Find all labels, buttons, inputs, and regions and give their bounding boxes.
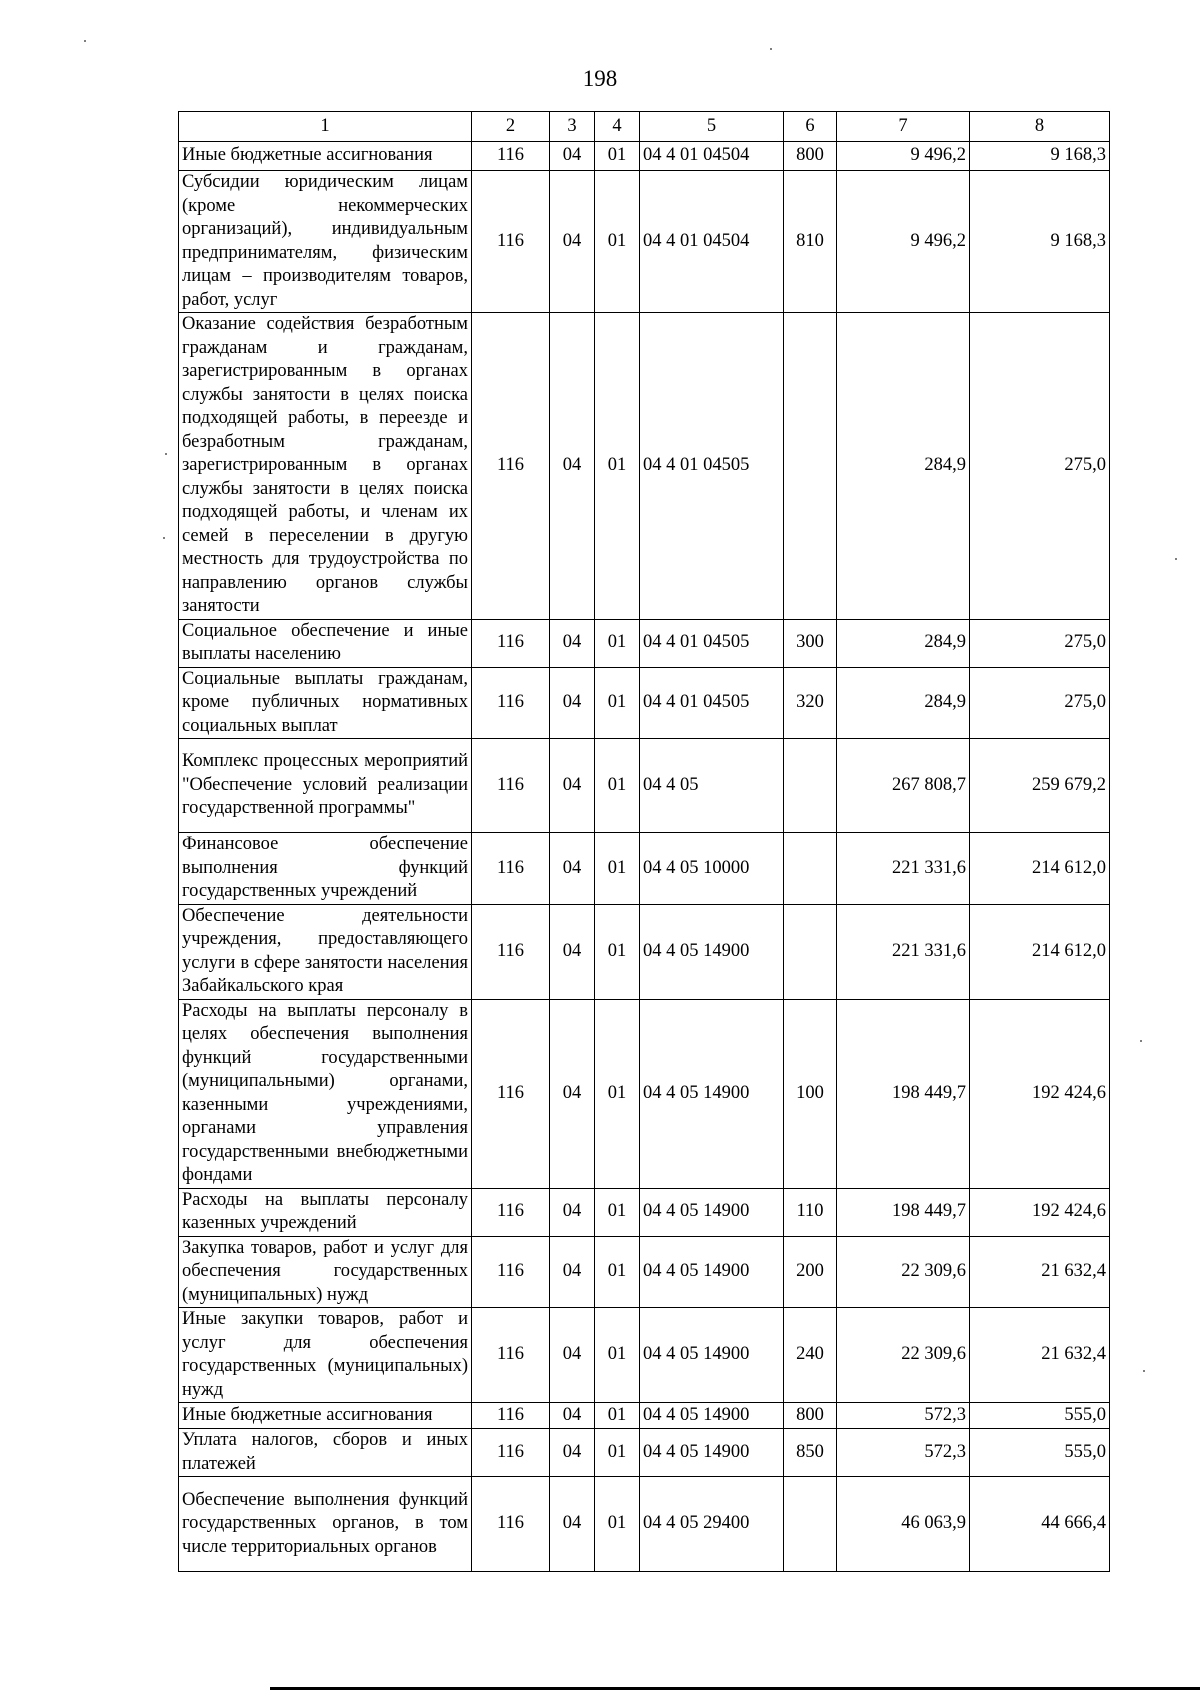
section-code: 04 bbox=[550, 1308, 595, 1403]
amount-year-1: 267 808,7 bbox=[837, 739, 970, 833]
table-row bbox=[179, 1308, 1110, 1403]
budget-table bbox=[178, 111, 1110, 1572]
table-row bbox=[179, 667, 1110, 739]
column-header: 7 bbox=[837, 112, 970, 142]
column-header: 6 bbox=[784, 112, 837, 142]
subsection-code: 01 bbox=[595, 313, 640, 620]
section-code: 04 bbox=[550, 1477, 595, 1572]
expense-type-code: 320 bbox=[784, 667, 837, 739]
table-row bbox=[179, 1477, 1110, 1572]
line-item-name: Комплекс процессных мероприятий "Обеспечение условий реализации государственной программы" bbox=[179, 739, 472, 833]
page-number: 198 bbox=[582, 66, 618, 91]
target-article-code: 04 4 05 29400 bbox=[640, 1477, 784, 1572]
table-row bbox=[179, 904, 1110, 999]
expense-type-code: 110 bbox=[784, 1188, 837, 1236]
subsection-code: 01 bbox=[595, 1308, 640, 1403]
column-header: 8 bbox=[970, 112, 1110, 142]
subsection-code: 01 bbox=[595, 904, 640, 999]
ministry-code: 116 bbox=[472, 667, 550, 739]
amount-year-2: 275,0 bbox=[970, 667, 1110, 739]
target-article-code: 04 4 05 14900 bbox=[640, 999, 784, 1188]
ministry-code: 116 bbox=[472, 619, 550, 667]
ministry-code: 116 bbox=[472, 1477, 550, 1572]
line-item-name: Иные бюджетные ассигнования bbox=[179, 1403, 472, 1429]
subsection-code: 01 bbox=[595, 739, 640, 833]
amount-year-1: 572,3 bbox=[837, 1403, 970, 1429]
amount-year-2: 21 632,4 bbox=[970, 1308, 1110, 1403]
subsection-code: 01 bbox=[595, 667, 640, 739]
section-code: 04 bbox=[550, 833, 595, 905]
subsection-code: 01 bbox=[595, 1477, 640, 1572]
subsection-code: 01 bbox=[595, 833, 640, 905]
subsection-code: 01 bbox=[595, 1236, 640, 1308]
amount-year-1: 572,3 bbox=[837, 1429, 970, 1477]
column-header: 2 bbox=[472, 112, 550, 142]
amount-year-1: 221 331,6 bbox=[837, 904, 970, 999]
target-article-code: 04 4 05 10000 bbox=[640, 833, 784, 905]
amount-year-1: 198 449,7 bbox=[837, 999, 970, 1188]
section-code: 04 bbox=[550, 1429, 595, 1477]
scan-speck bbox=[163, 537, 165, 539]
expense-type-code bbox=[784, 739, 837, 833]
ministry-code: 116 bbox=[472, 1236, 550, 1308]
line-item-name: Иные закупки товаров, работ и услуг для обеспечения государственных (муниципальных) нужд bbox=[179, 1308, 472, 1403]
line-item-name: Социальные выплаты гражданам, кроме публичных нормативных социальных выплат bbox=[179, 667, 472, 739]
section-code: 04 bbox=[550, 313, 595, 620]
amount-year-1: 284,9 bbox=[837, 313, 970, 620]
section-code: 04 bbox=[550, 1188, 595, 1236]
amount-year-2: 192 424,6 bbox=[970, 999, 1110, 1188]
section-code: 04 bbox=[550, 904, 595, 999]
amount-year-2: 555,0 bbox=[970, 1429, 1110, 1477]
subsection-code: 01 bbox=[595, 1429, 640, 1477]
amount-year-2: 275,0 bbox=[970, 313, 1110, 620]
ministry-code: 116 bbox=[472, 1308, 550, 1403]
amount-year-2: 44 666,4 bbox=[970, 1477, 1110, 1572]
target-article-code: 04 4 05 14900 bbox=[640, 1188, 784, 1236]
table-row bbox=[179, 1429, 1110, 1477]
ministry-code: 116 bbox=[472, 1429, 550, 1477]
scan-speck bbox=[770, 48, 772, 50]
table-row bbox=[179, 313, 1110, 620]
target-article-code: 04 4 05 14900 bbox=[640, 1236, 784, 1308]
table-row bbox=[179, 171, 1110, 313]
target-article-code: 04 4 05 14900 bbox=[640, 1429, 784, 1477]
line-item-name: Обеспечение выполнения функций государственных органов, в том числе территориальных органов bbox=[179, 1477, 472, 1572]
line-item-name: Закупка товаров, работ и услуг для обеспечения государственных (муниципальных) нужд bbox=[179, 1236, 472, 1308]
section-code: 04 bbox=[550, 619, 595, 667]
amount-year-1: 9 496,2 bbox=[837, 142, 970, 171]
table-row bbox=[179, 619, 1110, 667]
target-article-code: 04 4 05 bbox=[640, 739, 784, 833]
section-code: 04 bbox=[550, 739, 595, 833]
expense-type-code bbox=[784, 1477, 837, 1572]
target-article-code: 04 4 01 04505 bbox=[640, 619, 784, 667]
subsection-code: 01 bbox=[595, 142, 640, 171]
line-item-name: Социальное обеспечение и иные выплаты населению bbox=[179, 619, 472, 667]
expense-type-code: 810 bbox=[784, 171, 837, 313]
ministry-code: 116 bbox=[472, 1188, 550, 1236]
expense-type-code: 240 bbox=[784, 1308, 837, 1403]
target-article-code: 04 4 01 04504 bbox=[640, 142, 784, 171]
table-row bbox=[179, 739, 1110, 833]
subsection-code: 01 bbox=[595, 999, 640, 1188]
subsection-code: 01 bbox=[595, 1403, 640, 1429]
bottom-scan-edge bbox=[270, 1687, 1200, 1690]
target-article-code: 04 4 05 14900 bbox=[640, 1308, 784, 1403]
amount-year-1: 9 496,2 bbox=[837, 171, 970, 313]
line-item-name: Расходы на выплаты персоналу казенных учреждений bbox=[179, 1188, 472, 1236]
expense-type-code: 850 bbox=[784, 1429, 837, 1477]
ministry-code: 116 bbox=[472, 171, 550, 313]
column-header: 3 bbox=[550, 112, 595, 142]
expense-type-code bbox=[784, 833, 837, 905]
ministry-code: 116 bbox=[472, 1403, 550, 1429]
scan-speck bbox=[1140, 1040, 1142, 1042]
target-article-code: 04 4 05 14900 bbox=[640, 904, 784, 999]
amount-year-2: 259 679,2 bbox=[970, 739, 1110, 833]
table-row bbox=[179, 1236, 1110, 1308]
target-article-code: 04 4 01 04504 bbox=[640, 171, 784, 313]
table-row bbox=[179, 1403, 1110, 1429]
table-row bbox=[179, 999, 1110, 1188]
amount-year-2: 21 632,4 bbox=[970, 1236, 1110, 1308]
ministry-code: 116 bbox=[472, 833, 550, 905]
table-row bbox=[179, 142, 1110, 171]
amount-year-1: 221 331,6 bbox=[837, 833, 970, 905]
amount-year-2: 9 168,3 bbox=[970, 142, 1110, 171]
line-item-name: Обеспечение деятельности учреждения, предоставляющего услуги в сфере занятости населения Забайкальского края bbox=[179, 904, 472, 999]
target-article-code: 04 4 01 04505 bbox=[640, 313, 784, 620]
expense-type-code: 800 bbox=[784, 142, 837, 171]
subsection-code: 01 bbox=[595, 619, 640, 667]
expense-type-code: 200 bbox=[784, 1236, 837, 1308]
ministry-code: 116 bbox=[472, 313, 550, 620]
column-header: 5 bbox=[640, 112, 784, 142]
amount-year-2: 275,0 bbox=[970, 619, 1110, 667]
expense-type-code: 100 bbox=[784, 999, 837, 1188]
subsection-code: 01 bbox=[595, 1188, 640, 1236]
expense-type-code: 800 bbox=[784, 1403, 837, 1429]
amount-year-1: 198 449,7 bbox=[837, 1188, 970, 1236]
section-code: 04 bbox=[550, 171, 595, 313]
section-code: 04 bbox=[550, 142, 595, 171]
target-article-code: 04 4 05 14900 bbox=[640, 1403, 784, 1429]
scan-speck bbox=[84, 40, 86, 42]
ministry-code: 116 bbox=[472, 739, 550, 833]
column-header: 4 bbox=[595, 112, 640, 142]
expense-type-code: 300 bbox=[784, 619, 837, 667]
amount-year-1: 284,9 bbox=[837, 619, 970, 667]
section-code: 04 bbox=[550, 1403, 595, 1429]
header-row bbox=[179, 112, 1110, 142]
target-article-code: 04 4 01 04505 bbox=[640, 667, 784, 739]
line-item-name: Субсидии юридическим лицам (кроме некоммерческих организаций), индивидуальным предпринимателям, физическим лицам – производителям товаров, работ, услуг bbox=[179, 171, 472, 313]
expense-type-code bbox=[784, 904, 837, 999]
amount-year-1: 22 309,6 bbox=[837, 1308, 970, 1403]
subsection-code: 01 bbox=[595, 171, 640, 313]
line-item-name: Расходы на выплаты персоналу в целях обеспечения выполнения функций государственными (муниципальными) органами, казенными учреждениями, органами управления государственными внебюджетными фондами bbox=[179, 999, 472, 1188]
ministry-code: 116 bbox=[472, 142, 550, 171]
amount-year-2: 214 612,0 bbox=[970, 833, 1110, 905]
scan-speck bbox=[165, 453, 167, 455]
amount-year-2: 214 612,0 bbox=[970, 904, 1110, 999]
table-row bbox=[179, 1188, 1110, 1236]
table-row bbox=[179, 833, 1110, 905]
scan-speck bbox=[1143, 1370, 1145, 1372]
amount-year-2: 9 168,3 bbox=[970, 171, 1110, 313]
line-item-name: Оказание содействия безработным гражданам и гражданам, зарегистрированным в органах службы занятости в целях поиска подходящей работы, в переезде и безработным гражданам, зарегистрированным в органах службы занятости в целях поиска подходящей работы, и членам их семей в переселении в другую местность для трудоустройства по направлению органов службы занятости bbox=[179, 313, 472, 620]
amount-year-2: 555,0 bbox=[970, 1403, 1110, 1429]
amount-year-1: 46 063,9 bbox=[837, 1477, 970, 1572]
expense-type-code bbox=[784, 313, 837, 620]
column-header: 1 bbox=[179, 112, 472, 142]
ministry-code: 116 bbox=[472, 904, 550, 999]
line-item-name: Финансовое обеспечение выполнения функций государственных учреждений bbox=[179, 833, 472, 905]
amount-year-1: 22 309,6 bbox=[837, 1236, 970, 1308]
section-code: 04 bbox=[550, 999, 595, 1188]
section-code: 04 bbox=[550, 1236, 595, 1308]
ministry-code: 116 bbox=[472, 999, 550, 1188]
scan-speck bbox=[1175, 558, 1177, 560]
section-code: 04 bbox=[550, 667, 595, 739]
amount-year-1: 284,9 bbox=[837, 667, 970, 739]
line-item-name: Уплата налогов, сборов и иных платежей bbox=[179, 1429, 472, 1477]
amount-year-2: 192 424,6 bbox=[970, 1188, 1110, 1236]
line-item-name: Иные бюджетные ассигнования bbox=[179, 142, 472, 171]
